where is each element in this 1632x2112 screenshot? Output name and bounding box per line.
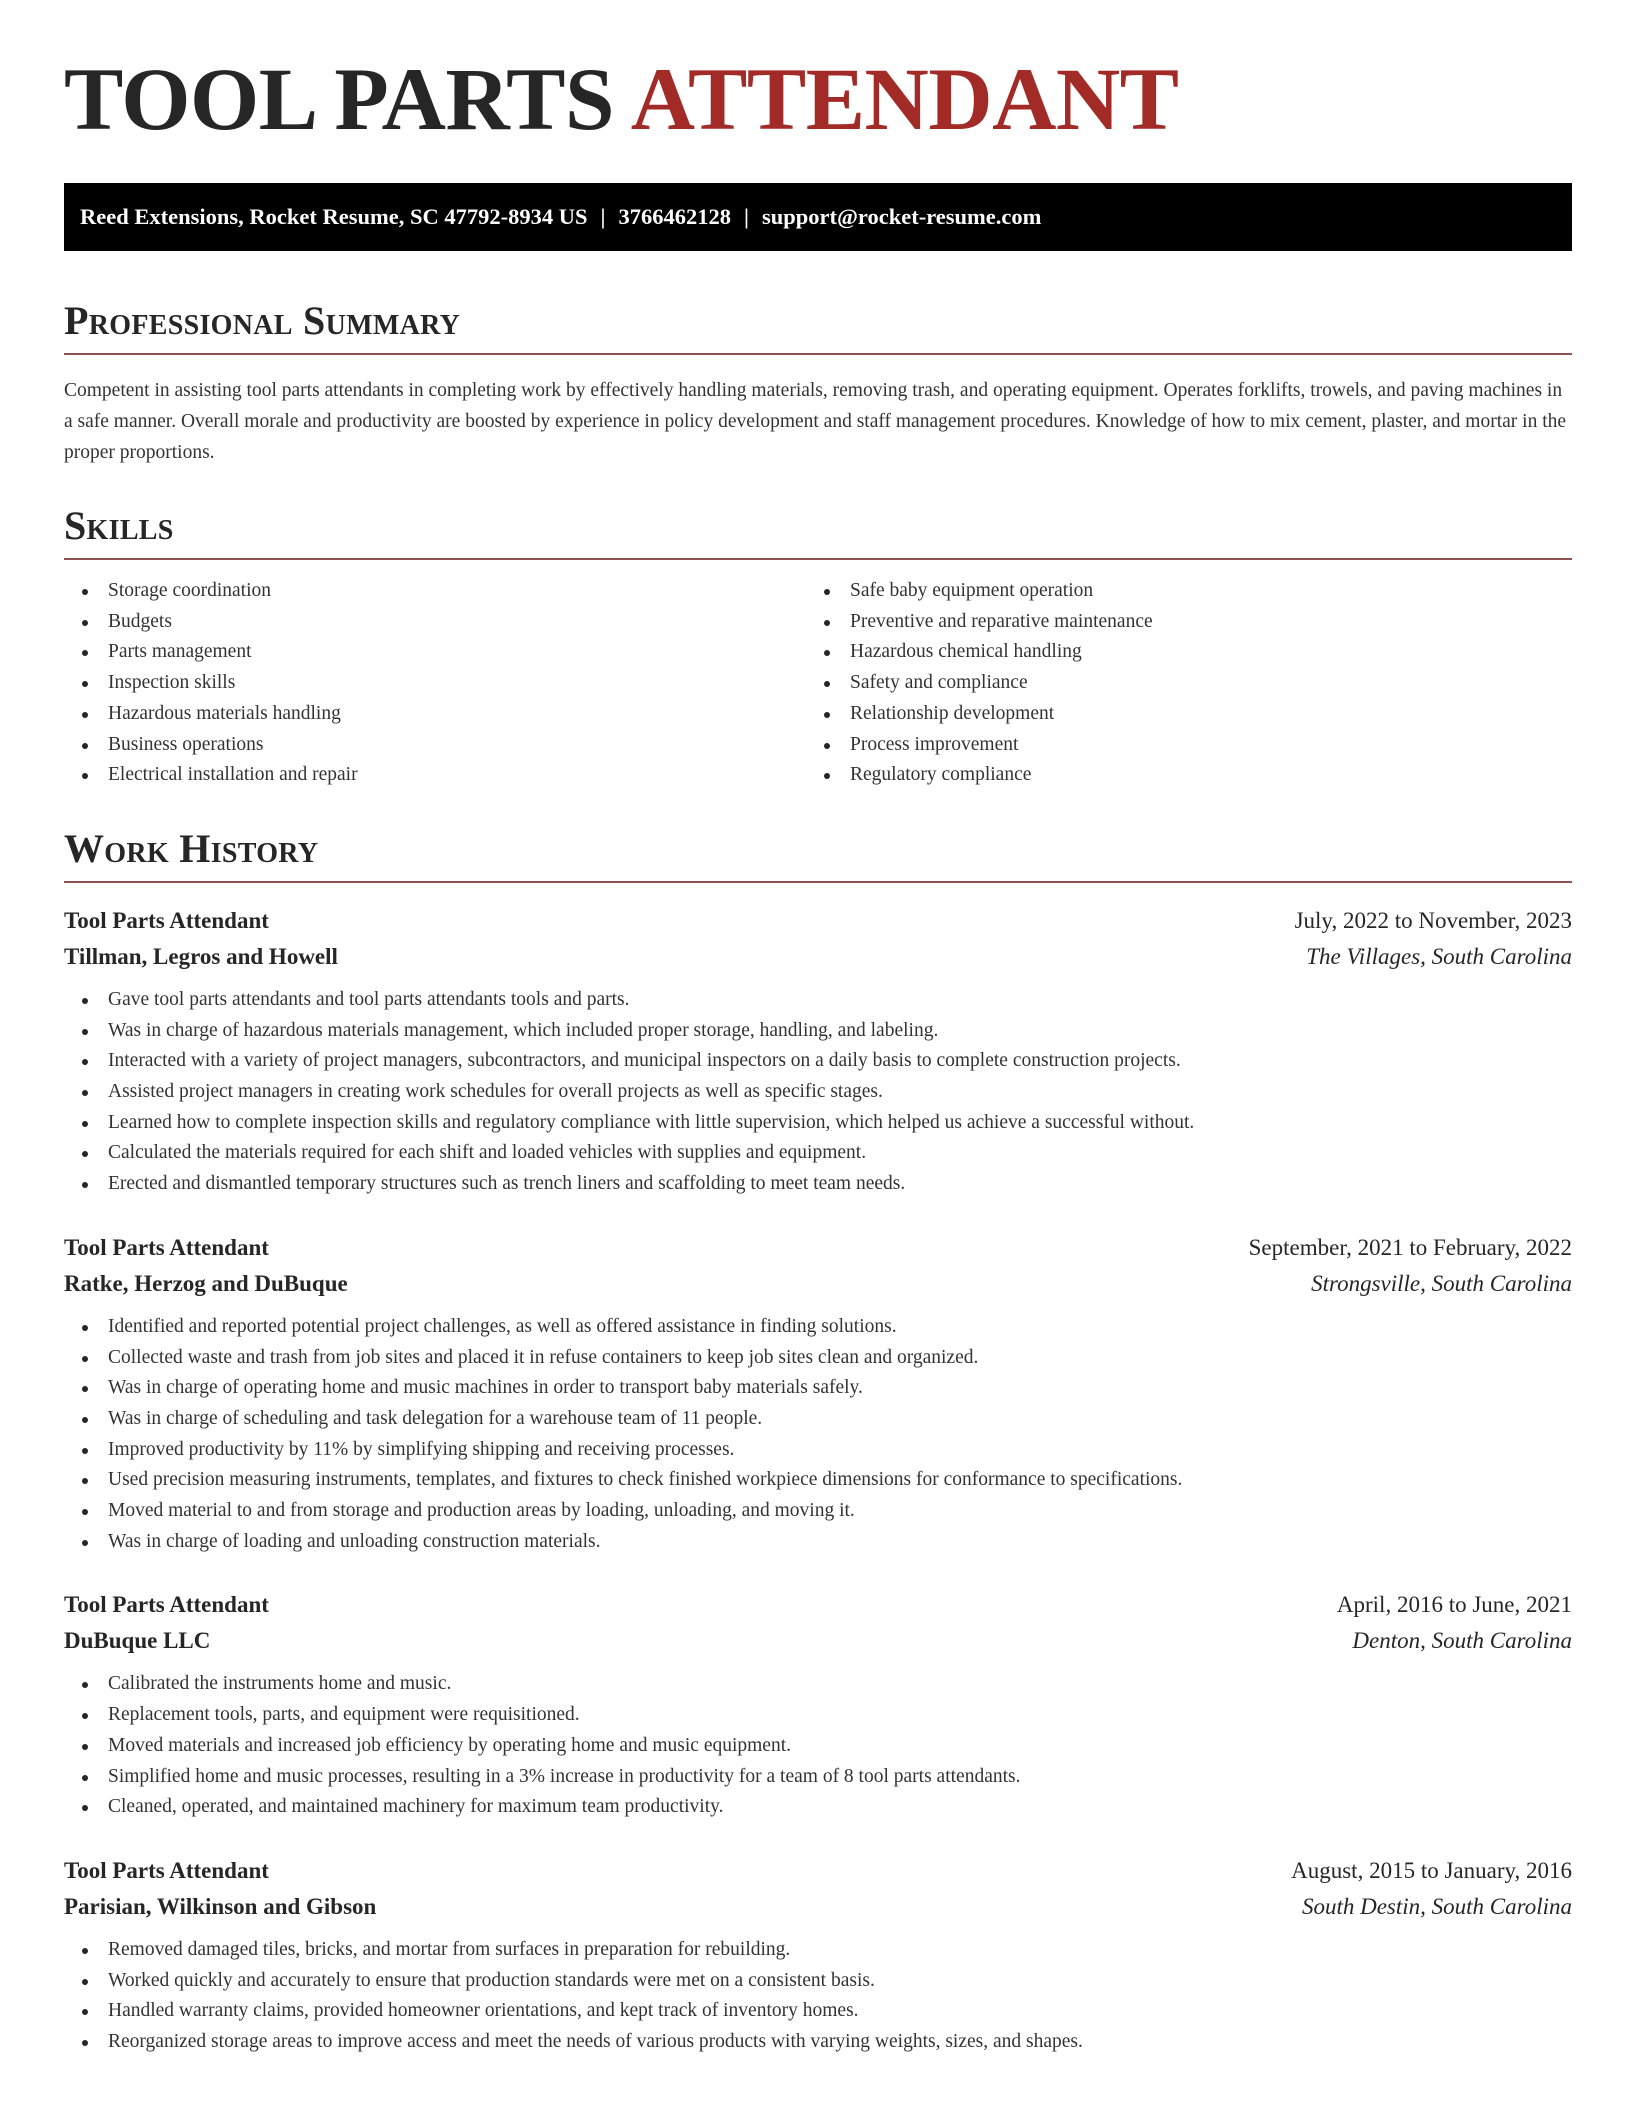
skill-item: Storage coordination xyxy=(64,576,806,607)
contact-separator: | xyxy=(743,204,749,229)
job-dates: September, 2021 to February, 2022 xyxy=(1248,1234,1572,1260)
job-bullet: Moved material to and from storage and production areas by loading, unloading, and moving it. xyxy=(64,1496,1572,1527)
skill-item: Hazardous materials handling xyxy=(64,699,806,730)
job-title: Tool Parts Attendant xyxy=(64,1234,269,1260)
resume-page xyxy=(64,0,1572,2058)
job-company-row xyxy=(64,1889,1572,1925)
job-entry xyxy=(64,1853,1572,2058)
skills-section xyxy=(64,503,1572,791)
skill-item: Budgets xyxy=(64,607,806,638)
job-dates: April, 2016 to June, 2021 xyxy=(1336,1592,1572,1618)
skill-item: Safe baby equipment operation xyxy=(806,576,1548,607)
job-bullet: Used precision measuring instruments, templates, and fixtures to check finished workpiece dimensions for conformance to specifications. xyxy=(64,1465,1572,1496)
skill-item: Preventive and reparative maintenance xyxy=(806,607,1548,638)
job-bullet: Collected waste and trash from job sites and placed it in refuse containers to keep job sites clean and organized. xyxy=(64,1343,1572,1374)
job-bullet: Simplified home and music processes, resulting in a 3% increase in productivity for a team of 8 tool parts attendants. xyxy=(64,1762,1572,1793)
job-bullet: Calculated the materials required for each shift and loaded vehicles with supplies and equipment. xyxy=(64,1138,1572,1169)
job-company: Parisian, Wilkinson and Gibson xyxy=(64,1893,377,1919)
job-bullet: Handled warranty claims, provided homeowner orientations, and kept track of inventory homes. xyxy=(64,1996,1572,2027)
job-company: DuBuque LLC xyxy=(64,1628,211,1654)
job-location: Strongsville, South Carolina xyxy=(1311,1270,1572,1296)
skill-item: Process improvement xyxy=(806,730,1548,761)
job-bullet: Moved materials and increased job efficiency by operating home and music equipment. xyxy=(64,1731,1572,1762)
job-title: Tool Parts Attendant xyxy=(64,1592,269,1618)
job-bullet: Erected and dismantled temporary structures such as trench liners and scaffolding to meet team needs. xyxy=(64,1169,1572,1200)
job-bullet: Gave tool parts attendants and tool parts attendants tools and parts. xyxy=(64,985,1572,1016)
job-bullet: Calibrated the instruments home and music. xyxy=(64,1669,1572,1700)
job-bullets xyxy=(64,985,1572,1200)
job-location: The Villages, South Carolina xyxy=(1306,943,1572,969)
job-bullet: Was in charge of scheduling and task delegation for a warehouse team of 11 people. xyxy=(64,1404,1572,1435)
skill-item: Regulatory compliance xyxy=(806,760,1548,791)
skill-item: Business operations xyxy=(64,730,806,761)
work-history-section xyxy=(64,825,1572,2058)
job-dates: August, 2015 to January, 2016 xyxy=(1291,1857,1572,1883)
skill-item: Inspection skills xyxy=(64,668,806,699)
job-company: Tillman, Legros and Howell xyxy=(64,943,338,969)
job-bullet: Reorganized storage areas to improve access and meet the needs of various products with varying weights, sizes, and shapes. xyxy=(64,2027,1572,2058)
job-bullet: Was in charge of loading and unloading construction materials. xyxy=(64,1527,1572,1558)
job-bullet: Cleaned, operated, and maintained machinery for maximum team productivity. xyxy=(64,1792,1572,1823)
job-bullet: Assisted project managers in creating work schedules for overall projects as well as specific stages. xyxy=(64,1077,1572,1108)
job-bullet: Worked quickly and accurately to ensure that production standards were met on a consistent basis. xyxy=(64,1966,1572,1997)
job-entry xyxy=(64,903,1572,1200)
job-bullets xyxy=(64,1669,1572,1823)
job-entry xyxy=(64,1230,1572,1558)
job-bullets xyxy=(64,1312,1572,1558)
job-company: Ratke, Herzog and DuBuque xyxy=(64,1270,348,1296)
job-header-row xyxy=(64,1230,1572,1266)
summary-text: Competent in assisting tool parts attendants in completing work by effectively handling materials, removing trash, and operating equipment. Operates forklifts, trowels, and paving machines in a safe manner. Overall morale and productivity are boosted by experience in policy development and staff management procedures. Knowledge of how to mix cement, plaster, and mortar in the proper proportions. xyxy=(64,380,1567,463)
job-location: South Destin, South Carolina xyxy=(1301,1893,1572,1919)
job-company-row xyxy=(64,939,1572,975)
contact-email: support@rocket-resume.com xyxy=(761,204,1042,229)
job-company-row xyxy=(64,1266,1572,1302)
job-header-row xyxy=(64,1853,1572,1889)
skill-item: Safety and compliance xyxy=(806,668,1548,699)
name-first: TOOL PARTS xyxy=(64,51,614,149)
professional-summary-section xyxy=(64,298,1572,468)
skills-list-left xyxy=(64,576,806,791)
candidate-name xyxy=(64,0,1572,149)
name-last: ATTENDANT xyxy=(630,51,1179,149)
job-title: Tool Parts Attendant xyxy=(64,907,269,933)
contact-bar xyxy=(64,183,1572,251)
job-entry xyxy=(64,1587,1572,1823)
skills-list-right xyxy=(806,576,1548,791)
job-dates: July, 2022 to November, 2023 xyxy=(1294,907,1572,933)
job-header-row xyxy=(64,903,1572,939)
skill-item: Parts management xyxy=(64,637,806,668)
skills-columns xyxy=(64,576,1572,791)
section-title-summary: Professional Summary xyxy=(64,301,1572,355)
job-bullet: Interacted with a variety of project managers, subcontractors, and municipal inspectors on a daily basis to complete construction projects. xyxy=(64,1046,1572,1077)
section-title-skills: Skills xyxy=(64,506,1572,560)
job-bullet: Identified and reported potential project challenges, as well as offered assistance in finding solutions. xyxy=(64,1312,1572,1343)
skill-item: Electrical installation and repair xyxy=(64,760,806,791)
job-location: Denton, South Carolina xyxy=(1352,1628,1572,1654)
skill-item: Hazardous chemical handling xyxy=(806,637,1548,668)
job-bullet: Improved productivity by 11% by simplifying shipping and receiving processes. xyxy=(64,1435,1572,1466)
skill-item: Relationship development xyxy=(806,699,1548,730)
job-bullet: Was in charge of hazardous materials management, which included proper storage, handling, and labeling. xyxy=(64,1016,1572,1047)
job-bullet: Replacement tools, parts, and equipment were requisitioned. xyxy=(64,1700,1572,1731)
job-header-row xyxy=(64,1587,1572,1623)
contact-phone: 3766462128 xyxy=(618,204,731,229)
job-bullet: Learned how to complete inspection skills and regulatory compliance with little supervision, which helped us achieve a successful without. xyxy=(64,1108,1572,1139)
contact-separator: | xyxy=(600,204,606,229)
job-bullet: Was in charge of operating home and music machines in order to transport baby materials safely. xyxy=(64,1373,1572,1404)
contact-address: Reed Extensions, Rocket Resume, SC 47792-8934 US xyxy=(80,204,588,229)
section-title-work-history: Work History xyxy=(64,829,1572,883)
job-company-row xyxy=(64,1623,1572,1659)
job-title: Tool Parts Attendant xyxy=(64,1857,269,1883)
job-bullets xyxy=(64,1935,1572,2058)
job-bullet: Removed damaged tiles, bricks, and mortar from surfaces in preparation for rebuilding. xyxy=(64,1935,1572,1966)
